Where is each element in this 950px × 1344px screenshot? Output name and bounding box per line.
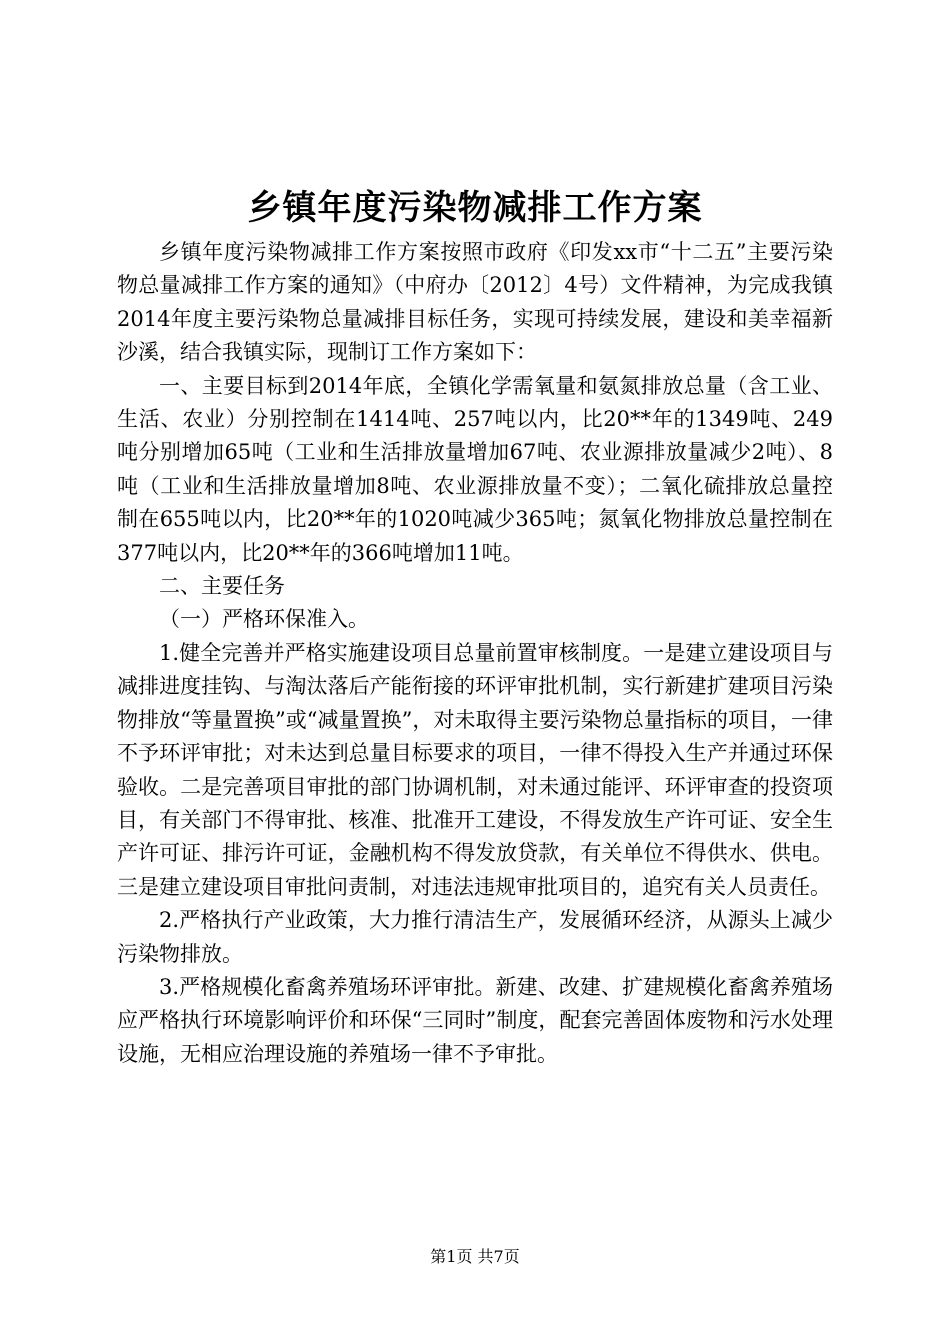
paragraph-main-goal: 一、主要目标到2014年底，全镇化学需氧量和氨氮排放总量（含工业、生活、农业）分别控制在1414吨、257吨以内，比20**年的1349吨、249吨分别增加65吨（工业和生活排放量增加67吨、农业源排放量减少2吨）、8吨（工业和生活排放量增加8吨、农业源排放量不变）；二氧化硫排放总量控制在655吨以内，比20**年的1020吨减少365吨；氮氧化物排放总量控制在377吨以内，比20**年的366吨增加11吨。 <box>117 373 833 565</box>
paragraph-item-2: 2.严格执行产业政策，大力推行清洁生产，发展循环经济，从源头上减少污染物排放。 <box>117 908 833 966</box>
document-title: 乡镇年度污染物减排工作方案 <box>247 188 703 228</box>
document-body <box>117 236 833 1071</box>
paragraph-intro: 乡镇年度污染物减排工作方案按照市政府《印发xx市“十二五”主要污染物总量减排工作方案的通知》（中府办〔2012〕4号）文件精神，为完成我镇2014年度主要污染物总量减排目标任务，实现可持续发展，建设和美幸福新沙溪，结合我镇实际，现制订工作方案如下： <box>117 240 833 365</box>
page-footer: 第1页 共7页 <box>430 1247 520 1266</box>
paragraph-item-1: 1.健全完善并严格实施建设项目总量前置审核制度。一是建立建设项目与减排进度挂钩、与淘汰落后产能衔接的环评审批机制，实行新建扩建项目污染物排放“等量置换”或“减量置换”，对未取得主要污染物总量指标的项目，一律不予环评审批；对未达到总量目标要求的项目，一律不得投入生产并通过环保验收。二是完善项目审批的部门协调机制，对未通过能评、环评审查的投资项目，有关部门不得审批、核准、批准开工建设，不得发放生产许可证、安全生产许可证、排污许可证，金融机构不得发放贷款，有关单位不得供水、供电。三是建立建设项目审批问责制，对违法违规审批项目的，追究有关人员责任。 <box>117 640 833 899</box>
paragraph-item-3: 3.严格规模化畜禽养殖场环评审批。新建、改建、扩建规模化畜禽养殖场应严格执行环境影响评价和环保“三同时”制度，配套完善固体废物和污水处理设施，无相应治理设施的养殖场一律不予审批。 <box>117 974 833 1066</box>
section-heading-main-tasks: 二、主要任务 <box>159 574 285 599</box>
subsection-heading-environmental-access: （一）严格环保准入。 <box>159 607 369 632</box>
